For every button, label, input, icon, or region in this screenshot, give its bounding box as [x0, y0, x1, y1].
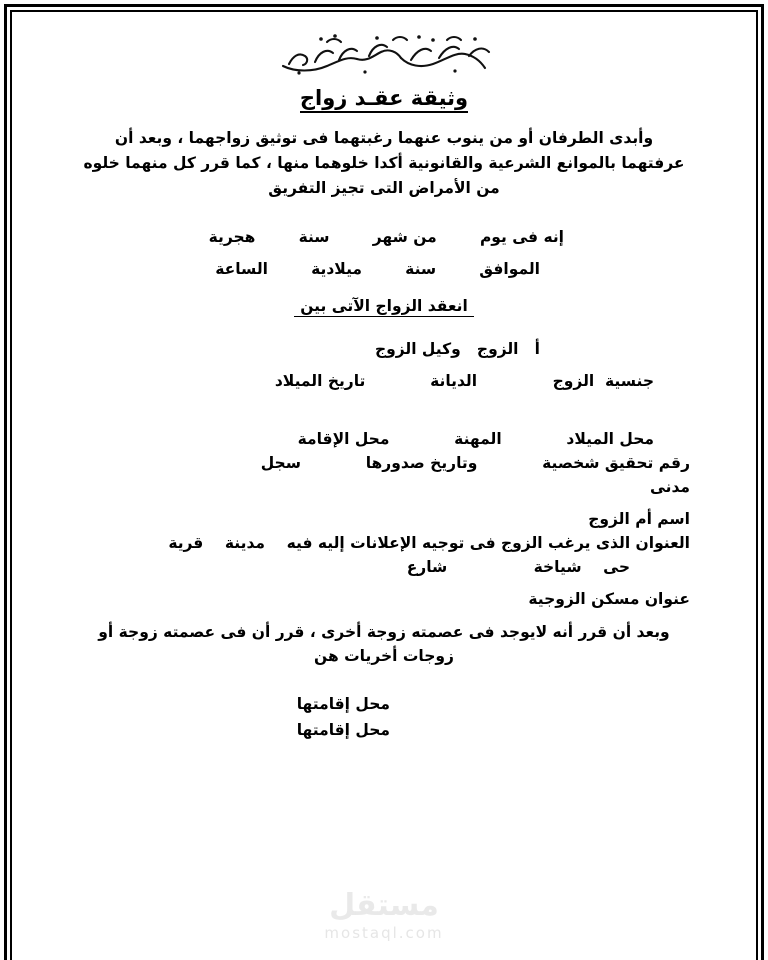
contract-section-heading: [78, 297, 690, 315]
watermark: [0, 888, 768, 942]
husband-address-line: العنوان الذى يرغب الزوج فى توجيه الإعلانات إليه فيه مدينة قرية: [168, 534, 690, 553]
husband-mother-name-line: اسم أم الزوج: [588, 510, 690, 529]
marital-home-line: عنوان مسكن الزوجية: [528, 590, 690, 609]
husband-id-line-wrap: مدنى: [649, 478, 690, 497]
page-title-text: وثيقة عقـد زواج: [300, 86, 468, 113]
intro-paragraph: وأبدى الطرفان أو من ينوب عنهما رغبتهما فى توثيق زواجهما ، وبعد أن عرفتهما بالموانع الشرعية والقانونية أكدا خلوهما منها ، كما قرر كل منهما خلوه من الأمراض التى تجيز التفريق: [83, 129, 685, 198]
husband-party-line: أ الزوج وكيل الزوج: [374, 340, 540, 359]
watermark-arabic: مستقل: [329, 888, 439, 923]
residence-line-2: محل إقامتها: [296, 721, 390, 740]
hijri-date-line: إنه فى يوم من شهر سنة هجرية: [208, 228, 564, 247]
husband-nationality-line: جنسية الزوج الديانة تاريخ الميلاد: [274, 372, 654, 391]
basmala-calligraphy-icon: [78, 24, 690, 80]
husband-birthplace-line: محل الميلاد المهنة محل الإقامة: [297, 430, 654, 449]
gregorian-date-line: الموافق سنة ميلادية الساعة: [215, 260, 540, 279]
polygamy-declaration: وبعد أن قرر أنه لايوجد فى عصمته زوجة أخرى ، قرر أن فى عصمته زوجة أو زوجات أخريات هن: [98, 622, 670, 666]
watermark-latin: mostaql.com: [324, 924, 444, 942]
husband-id-line: رقم تحقيق شخصية وتاريخ صدورها سجل: [260, 454, 690, 473]
page-title: [78, 86, 690, 110]
husband-district-line: حى شياخة شارع: [406, 558, 630, 577]
contract-section-heading-text: انعقد الزواج الآتى بين: [294, 297, 474, 317]
residence-line-1: محل إقامتها: [296, 695, 390, 714]
